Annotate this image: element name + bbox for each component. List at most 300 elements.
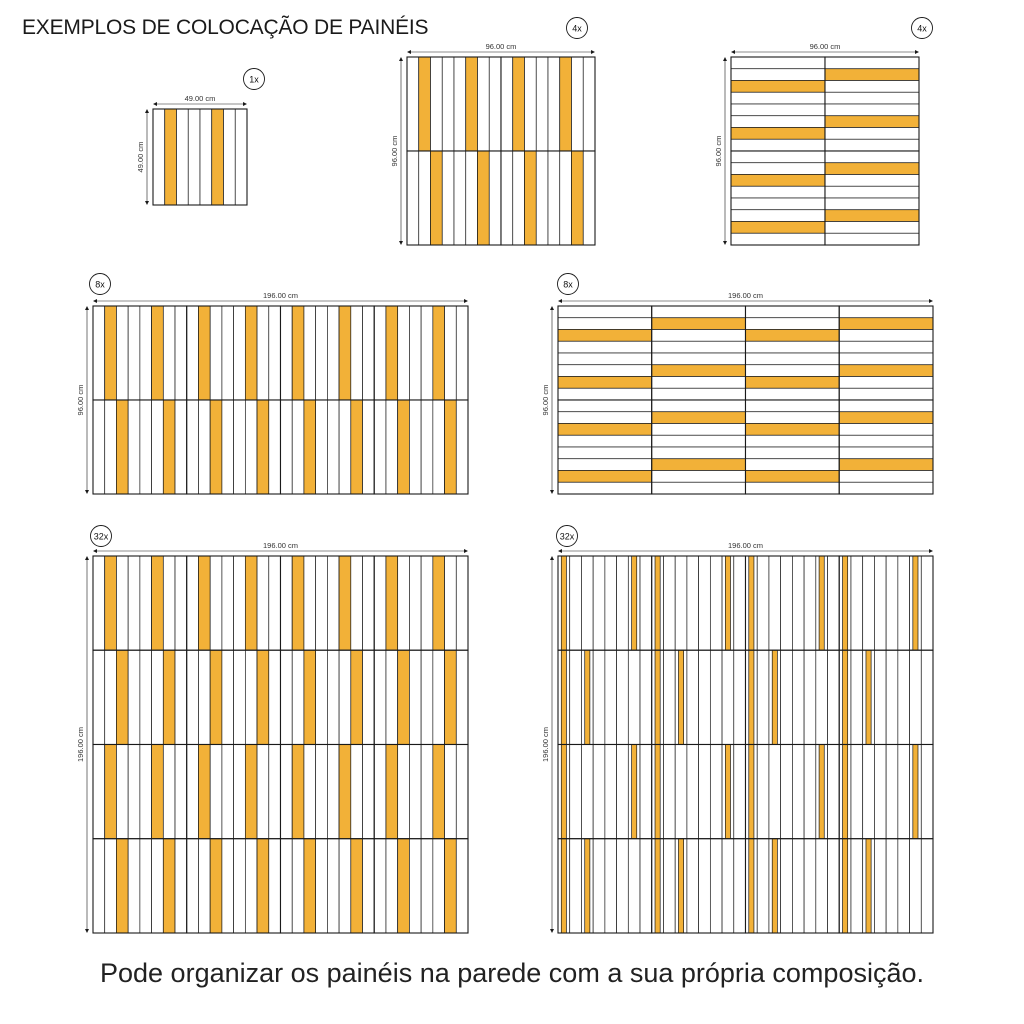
slat	[281, 650, 293, 744]
slat	[363, 556, 375, 650]
slat	[839, 471, 933, 483]
slat	[581, 556, 593, 650]
example-4x-vertical-width-label: 96.00 cm	[485, 42, 517, 51]
slat	[456, 650, 468, 744]
slat	[454, 57, 466, 151]
panel	[558, 839, 652, 933]
example-1x-width-label: 49.00 cm	[184, 94, 216, 103]
slat	[558, 447, 652, 459]
slat	[374, 745, 386, 839]
slat	[886, 556, 898, 650]
slat	[839, 341, 933, 353]
accent-slat	[913, 556, 918, 650]
slat	[224, 109, 236, 205]
page-title: EXEMPLOS DE COLOCAÇÃO DE PAINÉIS	[22, 16, 429, 39]
accent-slat	[165, 109, 177, 205]
slat	[116, 306, 128, 400]
accent-slat	[245, 745, 257, 839]
slat	[731, 69, 825, 81]
slat	[640, 745, 652, 839]
slat	[105, 650, 117, 744]
accent-slat	[433, 306, 445, 400]
accent-slat	[351, 650, 363, 744]
slat	[466, 151, 478, 245]
slat	[200, 109, 212, 205]
slat	[198, 400, 210, 494]
slat	[652, 471, 746, 483]
accent-slat	[652, 459, 746, 471]
slat	[316, 650, 328, 744]
panel	[93, 556, 187, 650]
panel	[374, 556, 468, 650]
slat	[525, 57, 537, 151]
slat	[386, 650, 398, 744]
accent-slat	[652, 318, 746, 330]
panel	[187, 400, 281, 494]
slat	[731, 233, 825, 245]
slat	[407, 151, 419, 245]
slat	[163, 306, 175, 400]
accent-slat	[198, 306, 210, 400]
slat	[558, 482, 652, 494]
accent-slat	[257, 400, 269, 494]
accent-slat	[105, 556, 117, 650]
accent-slat	[513, 57, 525, 151]
slat	[593, 650, 605, 744]
accent-slat	[339, 556, 351, 650]
slat	[687, 745, 699, 839]
slat	[374, 839, 386, 933]
accent-slat	[772, 650, 777, 744]
slat	[116, 556, 128, 650]
slat	[921, 650, 933, 744]
slat	[640, 556, 652, 650]
accent-slat	[866, 650, 871, 744]
slat	[731, 151, 825, 163]
example-4x-vertical-height-label: 96.00 cm	[390, 135, 399, 167]
slat	[781, 556, 793, 650]
slat	[675, 745, 687, 839]
example-32x-b-arrow-left	[558, 549, 562, 553]
accent-slat	[292, 745, 304, 839]
slat	[339, 650, 351, 744]
example-4x-vertical-arrow-left	[407, 50, 411, 54]
slat	[363, 400, 375, 494]
slat	[687, 556, 699, 650]
slat	[222, 400, 234, 494]
panel	[281, 556, 375, 650]
example-32x-a-arrow-bottom	[85, 929, 89, 933]
slat	[128, 306, 140, 400]
example-32x-b-arrow-right	[929, 549, 933, 553]
accent-slat	[843, 556, 848, 650]
slat	[421, 745, 433, 839]
slat	[327, 839, 339, 933]
slat	[234, 400, 246, 494]
slat	[804, 556, 816, 650]
accent-slat	[749, 745, 754, 839]
accent-slat	[245, 306, 257, 400]
slat	[874, 745, 886, 839]
slat	[558, 412, 652, 424]
accent-slat	[825, 163, 919, 175]
slat	[583, 57, 595, 151]
slat	[746, 400, 840, 412]
slat	[269, 745, 281, 839]
slat	[445, 745, 457, 839]
slat	[210, 745, 222, 839]
slat	[558, 388, 652, 400]
slat	[128, 400, 140, 494]
slat	[501, 151, 513, 245]
accent-slat	[749, 839, 754, 933]
slat	[558, 353, 652, 365]
slat	[198, 839, 210, 933]
slat	[363, 745, 375, 839]
slat	[316, 400, 328, 494]
slat	[187, 556, 199, 650]
slat	[839, 330, 933, 342]
slat	[152, 400, 164, 494]
slat	[593, 556, 605, 650]
example-8x-vertical-width-label: 196.00 cm	[262, 291, 299, 300]
slat	[825, 151, 919, 163]
slat	[292, 400, 304, 494]
slat	[816, 839, 828, 933]
caption: Pode organizar os painéis na parede com a sua própria composição.	[100, 958, 924, 988]
accent-slat	[525, 151, 537, 245]
accent-slat	[558, 471, 652, 483]
slat	[804, 650, 816, 744]
example-1x-count-label: 1x	[249, 74, 259, 85]
slat	[235, 109, 247, 205]
slat	[863, 556, 875, 650]
slat	[746, 388, 840, 400]
slat	[407, 57, 419, 151]
slat	[851, 839, 863, 933]
slat	[663, 556, 675, 650]
slat	[652, 341, 746, 353]
slat	[421, 306, 433, 400]
example-1x-arrow-left	[153, 102, 157, 106]
accent-slat	[839, 459, 933, 471]
slat	[731, 210, 825, 222]
slat	[746, 435, 840, 447]
slat	[558, 459, 652, 471]
slat	[281, 745, 293, 839]
example-8x-vertical-arrow-right	[464, 299, 468, 303]
slat	[128, 839, 140, 933]
example-4x-vertical-arrow-right	[591, 50, 595, 54]
slat	[722, 650, 734, 744]
slat	[187, 306, 199, 400]
example-8x-vertical-arrow-bottom	[85, 490, 89, 494]
slat	[105, 400, 117, 494]
slat	[731, 139, 825, 151]
accent-slat	[839, 318, 933, 330]
accent-slat	[819, 556, 824, 650]
slat	[234, 306, 246, 400]
slat	[433, 839, 445, 933]
panel	[281, 400, 375, 494]
slat	[825, 198, 919, 210]
slat	[910, 839, 922, 933]
panel	[558, 650, 652, 744]
slat	[222, 745, 234, 839]
slat	[374, 306, 386, 400]
example-32x-a-count-label: 32x	[93, 531, 109, 542]
accent-slat	[257, 839, 269, 933]
slat	[93, 839, 105, 933]
accent-slat	[152, 556, 164, 650]
slat	[327, 306, 339, 400]
slat	[572, 57, 584, 151]
accent-slat	[561, 839, 566, 933]
panel	[93, 839, 187, 933]
accent-slat	[725, 745, 730, 839]
accent-slat	[257, 650, 269, 744]
slat	[605, 839, 617, 933]
slat	[210, 306, 222, 400]
slat	[839, 306, 933, 318]
panel	[746, 556, 840, 650]
accent-slat	[731, 81, 825, 93]
slat	[757, 745, 769, 839]
slat	[828, 839, 840, 933]
accent-slat	[210, 650, 222, 744]
slat	[363, 839, 375, 933]
slat	[363, 650, 375, 744]
slat	[886, 745, 898, 839]
slat	[222, 650, 234, 744]
example-1x-arrow-bottom	[145, 201, 149, 205]
panel	[93, 650, 187, 744]
slat	[222, 556, 234, 650]
example-32x-b-arrow-bottom	[550, 929, 554, 933]
slat	[175, 650, 187, 744]
panel	[93, 745, 187, 839]
accent-slat	[152, 745, 164, 839]
panel	[652, 745, 746, 839]
slat	[419, 151, 431, 245]
slat	[652, 330, 746, 342]
accent-slat	[339, 306, 351, 400]
slat	[825, 139, 919, 151]
slat	[187, 650, 199, 744]
slat	[710, 650, 722, 744]
slat	[409, 650, 421, 744]
slat	[105, 839, 117, 933]
slat	[731, 198, 825, 210]
slat	[558, 318, 652, 330]
slat	[731, 116, 825, 128]
slat	[851, 556, 863, 650]
accent-slat	[913, 745, 918, 839]
slat	[93, 650, 105, 744]
slat	[431, 57, 443, 151]
slat	[177, 109, 189, 205]
slat	[456, 839, 468, 933]
slat	[187, 839, 199, 933]
slat	[617, 745, 629, 839]
accent-slat	[655, 839, 660, 933]
slat	[640, 839, 652, 933]
panel	[558, 556, 652, 650]
accent-slat	[304, 400, 316, 494]
accent-slat	[731, 222, 825, 234]
slat	[570, 745, 582, 839]
slat	[153, 109, 165, 205]
slat	[898, 745, 910, 839]
slat	[327, 650, 339, 744]
accent-slat	[731, 128, 825, 140]
panel	[839, 400, 933, 494]
slat	[327, 556, 339, 650]
panel	[187, 745, 281, 839]
slat	[93, 556, 105, 650]
accent-slat	[655, 650, 660, 744]
slat	[825, 186, 919, 198]
example-32x-a	[76, 526, 468, 934]
panel	[374, 745, 468, 839]
example-32x-b-count-label: 32x	[559, 531, 575, 542]
accent-slat	[725, 556, 730, 650]
accent-slat	[210, 400, 222, 494]
accent-slat	[431, 151, 443, 245]
slat	[281, 839, 293, 933]
slat	[792, 650, 804, 744]
accent-slat	[678, 839, 683, 933]
slat	[652, 388, 746, 400]
accent-slat	[746, 424, 840, 436]
panel	[374, 306, 468, 400]
slat	[536, 151, 548, 245]
panel	[746, 306, 840, 400]
slat	[699, 650, 711, 744]
panel	[281, 745, 375, 839]
slat	[198, 650, 210, 744]
accent-slat	[198, 556, 210, 650]
panel	[281, 839, 375, 933]
slat	[731, 92, 825, 104]
example-4x-vertical-count-label: 4x	[572, 23, 582, 34]
slat	[746, 341, 840, 353]
accent-slat	[433, 556, 445, 650]
example-4x-horizontal-count-label: 4x	[917, 23, 927, 34]
slat	[792, 839, 804, 933]
slat	[828, 745, 840, 839]
accent-slat	[866, 839, 871, 933]
slat	[710, 839, 722, 933]
example-4x-horizontal-arrow-bottom	[723, 241, 727, 245]
slat	[489, 57, 501, 151]
panel	[839, 650, 933, 744]
slat	[839, 482, 933, 494]
accent-slat	[558, 330, 652, 342]
accent-slat	[839, 412, 933, 424]
accent-slat	[678, 650, 683, 744]
slat	[570, 839, 582, 933]
slat	[421, 556, 433, 650]
slat	[210, 556, 222, 650]
slat	[910, 650, 922, 744]
example-32x-a-arrow-top	[85, 556, 89, 560]
slat	[445, 306, 457, 400]
slat	[456, 306, 468, 400]
slat	[710, 556, 722, 650]
slat	[652, 447, 746, 459]
slat	[257, 306, 269, 400]
slat	[652, 482, 746, 494]
slat	[581, 745, 593, 839]
slat	[409, 400, 421, 494]
accent-slat	[116, 650, 128, 744]
accent-slat	[585, 839, 590, 933]
accent-slat	[655, 556, 660, 650]
slat	[245, 839, 257, 933]
accent-slat	[561, 556, 566, 650]
slat	[874, 839, 886, 933]
panel	[839, 839, 933, 933]
slat	[489, 151, 501, 245]
slat	[746, 447, 840, 459]
example-4x-vertical	[390, 18, 595, 246]
slat	[316, 745, 328, 839]
accent-slat	[116, 400, 128, 494]
panel	[93, 400, 187, 494]
slat	[839, 388, 933, 400]
panel	[407, 57, 501, 151]
slat	[652, 400, 746, 412]
example-32x-a-arrow-left	[93, 549, 97, 553]
slat	[363, 306, 375, 400]
panel	[839, 306, 933, 400]
slat	[746, 412, 840, 424]
example-4x-horizontal-height-label: 96.00 cm	[714, 135, 723, 167]
slat	[433, 400, 445, 494]
panel	[187, 306, 281, 400]
slat	[234, 650, 246, 744]
slat	[351, 556, 363, 650]
example-32x-b-width-label: 196.00 cm	[727, 541, 764, 550]
slat	[93, 400, 105, 494]
slat	[699, 556, 711, 650]
slat	[128, 556, 140, 650]
slat	[339, 839, 351, 933]
slat	[93, 745, 105, 839]
slat	[140, 839, 152, 933]
slat	[839, 435, 933, 447]
slat	[839, 424, 933, 436]
slat	[558, 306, 652, 318]
accent-slat	[152, 306, 164, 400]
slat	[605, 745, 617, 839]
slat	[921, 556, 933, 650]
slat	[640, 650, 652, 744]
panel	[187, 839, 281, 933]
slat	[175, 839, 187, 933]
accent-slat	[351, 400, 363, 494]
slat	[828, 650, 840, 744]
slat	[781, 650, 793, 744]
accent-slat	[198, 745, 210, 839]
panel	[374, 400, 468, 494]
slat	[163, 556, 175, 650]
panel	[374, 650, 468, 744]
example-4x-vertical-arrow-bottom	[399, 241, 403, 245]
slat	[175, 400, 187, 494]
slat	[93, 306, 105, 400]
